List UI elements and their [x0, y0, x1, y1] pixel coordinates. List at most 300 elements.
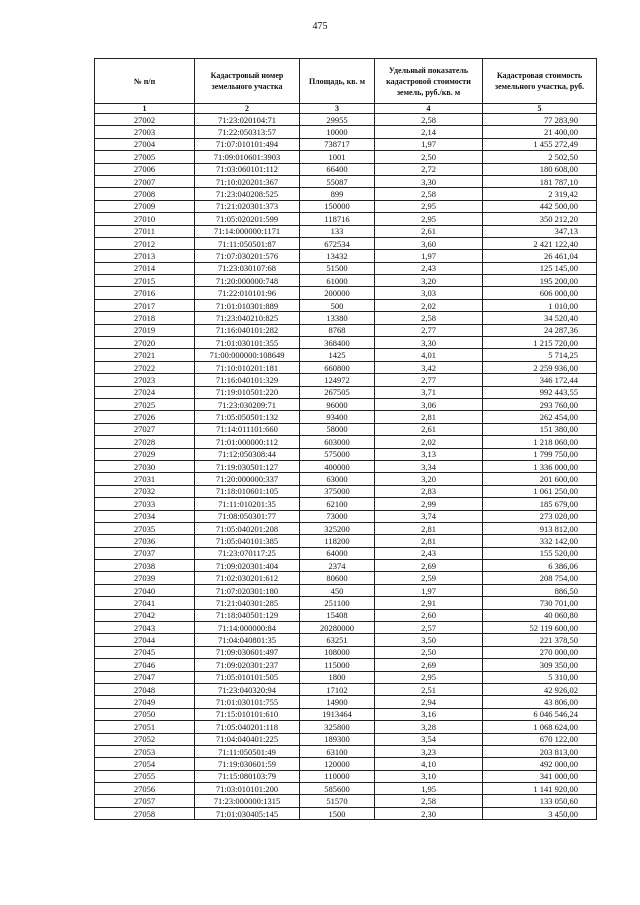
table-row: [95, 386, 597, 398]
cell-cadastral-value: 273 020,00: [483, 510, 597, 522]
table-row: [95, 683, 597, 695]
cell-row-number: 27033: [95, 498, 195, 510]
cell-cadastral-value: 309 350,00: [483, 659, 597, 671]
cell-row-number: 27008: [95, 188, 195, 200]
cell-cadastral-value: 442 500,00: [483, 200, 597, 212]
header-row-number: № п/п: [95, 59, 195, 104]
cell-cadastral-value: 1 068 624,00: [483, 721, 597, 733]
column-number: 2: [195, 104, 300, 114]
cell-cadastral-number: 71:00:000000:108649: [195, 349, 300, 361]
table-body: [95, 114, 597, 820]
cell-row-number: 27039: [95, 572, 195, 584]
cell-row-number: 27024: [95, 386, 195, 398]
cell-unit-value: 3,20: [375, 473, 483, 485]
table-row: [95, 262, 597, 274]
cell-unit-value: 2,77: [375, 324, 483, 336]
cell-cadastral-number: 71:14:000000:1171: [195, 225, 300, 237]
cell-cadastral-value: 208 754,00: [483, 572, 597, 584]
cell-row-number: 27056: [95, 783, 195, 795]
table-row: [95, 225, 597, 237]
cell-row-number: 27037: [95, 547, 195, 559]
cell-row-number: 27049: [95, 696, 195, 708]
cell-cadastral-number: 71:04:040401:225: [195, 733, 300, 745]
cell-cadastral-number: 71:07:020301:180: [195, 584, 300, 596]
cell-unit-value: 2,81: [375, 411, 483, 423]
cell-cadastral-number: 71:21:020301:373: [195, 200, 300, 212]
cell-area: 325800: [300, 721, 375, 733]
cell-unit-value: 2,50: [375, 151, 483, 163]
cell-row-number: 27055: [95, 770, 195, 782]
cell-unit-value: 4,01: [375, 349, 483, 361]
cell-cadastral-number: 71:23:040208:525: [195, 188, 300, 200]
table-row: [95, 411, 597, 423]
cell-unit-value: 1,95: [375, 783, 483, 795]
cell-area: 13380: [300, 312, 375, 324]
cell-area: 96000: [300, 398, 375, 410]
cell-cadastral-number: 71:05:050501:132: [195, 411, 300, 423]
table-row: [95, 560, 597, 572]
cell-cadastral-value: 3 450,00: [483, 807, 597, 819]
cell-area: 13432: [300, 250, 375, 262]
cell-row-number: 27009: [95, 200, 195, 212]
cell-area: 251100: [300, 597, 375, 609]
cell-cadastral-number: 71:01:030101:755: [195, 696, 300, 708]
cell-area: 118200: [300, 535, 375, 547]
table-row: [95, 138, 597, 150]
cell-cadastral-value: 346 172,44: [483, 374, 597, 386]
table-row: [95, 671, 597, 683]
cell-area: 603000: [300, 436, 375, 448]
cell-cadastral-number: 71:07:030201:576: [195, 250, 300, 262]
cell-unit-value: 3,30: [375, 175, 483, 187]
cell-cadastral-number: 71:23:030107:68: [195, 262, 300, 274]
cell-cadastral-value: 2 319,42: [483, 188, 597, 200]
table-row: [95, 299, 597, 311]
table-row: [95, 250, 597, 262]
table-row: [95, 758, 597, 770]
cell-unit-value: 2,99: [375, 498, 483, 510]
cell-cadastral-value: 332 142,00: [483, 535, 597, 547]
cell-area: 899: [300, 188, 375, 200]
cell-unit-value: 2,69: [375, 560, 483, 572]
cell-cadastral-number: 71:22:010101:96: [195, 287, 300, 299]
table-row: [95, 237, 597, 249]
cell-unit-value: 3,06: [375, 398, 483, 410]
cell-cadastral-value: 77 283,90: [483, 114, 597, 126]
cell-area: 63000: [300, 473, 375, 485]
cell-cadastral-number: 71:09:030601:497: [195, 646, 300, 658]
cell-area: 10000: [300, 126, 375, 138]
cell-row-number: 27002: [95, 114, 195, 126]
table-row: [95, 374, 597, 386]
cell-cadastral-value: 1 218 060,00: [483, 436, 597, 448]
cell-cadastral-value: 670 122,00: [483, 733, 597, 745]
cell-cadastral-number: 71:18:010601:105: [195, 485, 300, 497]
cell-row-number: 27038: [95, 560, 195, 572]
cell-area: 450: [300, 584, 375, 596]
table-row: [95, 510, 597, 522]
cell-row-number: 27005: [95, 151, 195, 163]
cell-row-number: 27047: [95, 671, 195, 683]
cell-cadastral-value: 34 520,40: [483, 312, 597, 324]
cell-cadastral-value: 1 799 750,00: [483, 448, 597, 460]
cell-row-number: 27036: [95, 535, 195, 547]
cell-row-number: 27032: [95, 485, 195, 497]
cell-area: 267505: [300, 386, 375, 398]
cell-cadastral-value: 5 714,25: [483, 349, 597, 361]
cell-unit-value: 2,59: [375, 572, 483, 584]
cell-unit-value: 2,51: [375, 683, 483, 695]
cell-row-number: 27052: [95, 733, 195, 745]
cell-cadastral-value: 6 386,06: [483, 560, 597, 572]
cell-area: 575000: [300, 448, 375, 460]
cell-area: 80600: [300, 572, 375, 584]
header-cadastral-value: Кадастровая стоимость земельного участка, руб.: [483, 59, 597, 104]
cell-cadastral-number: 71:10:010201:181: [195, 361, 300, 373]
table-row: [95, 275, 597, 287]
cell-cadastral-value: 133 050,60: [483, 795, 597, 807]
cell-cadastral-number: 71:19:030501:127: [195, 460, 300, 472]
cell-area: 368400: [300, 337, 375, 349]
cell-cadastral-value: 42 926,02: [483, 683, 597, 695]
cell-row-number: 27028: [95, 436, 195, 448]
table-row: [95, 733, 597, 745]
cell-cadastral-value: 1 336 000,00: [483, 460, 597, 472]
cell-unit-value: 2,61: [375, 423, 483, 435]
cell-cadastral-value: 181 787,10: [483, 175, 597, 187]
table-row: [95, 163, 597, 175]
cell-row-number: 27016: [95, 287, 195, 299]
cell-unit-value: 3,16: [375, 708, 483, 720]
header-cadastral-number: Кадастровый номер земельного участка: [195, 59, 300, 104]
cell-area: 2374: [300, 560, 375, 572]
cell-row-number: 27030: [95, 460, 195, 472]
cell-area: 58000: [300, 423, 375, 435]
cell-cadastral-value: 40 060,80: [483, 609, 597, 621]
cell-unit-value: 3,13: [375, 448, 483, 460]
cell-area: 120000: [300, 758, 375, 770]
cell-area: 585600: [300, 783, 375, 795]
cell-cadastral-number: 71:01:010301:889: [195, 299, 300, 311]
cell-cadastral-value: 1 455 272,49: [483, 138, 597, 150]
cell-cadastral-value: 2 502,50: [483, 151, 597, 163]
cell-row-number: 27042: [95, 609, 195, 621]
cell-cadastral-value: 201 600,00: [483, 473, 597, 485]
cell-cadastral-value: 347,13: [483, 225, 597, 237]
cell-row-number: 27004: [95, 138, 195, 150]
cell-row-number: 27007: [95, 175, 195, 187]
cell-unit-value: 2,91: [375, 597, 483, 609]
cell-cadastral-number: 71:07:010101:494: [195, 138, 300, 150]
cell-cadastral-value: 350 212,20: [483, 213, 597, 225]
cell-unit-value: 3,34: [375, 460, 483, 472]
cell-row-number: 27045: [95, 646, 195, 658]
land-cadastral-table: [94, 58, 597, 820]
cell-cadastral-number: 71:23:040210:825: [195, 312, 300, 324]
cell-cadastral-number: 71:20:000000:748: [195, 275, 300, 287]
cell-row-number: 27044: [95, 634, 195, 646]
cell-row-number: 27051: [95, 721, 195, 733]
cell-cadastral-number: 71:01:000000:112: [195, 436, 300, 448]
table-row: [95, 175, 597, 187]
cell-cadastral-value: 195 200,00: [483, 275, 597, 287]
cell-cadastral-value: 185 679,00: [483, 498, 597, 510]
cell-cadastral-value: 262 454,00: [483, 411, 597, 423]
cell-unit-value: 1,97: [375, 250, 483, 262]
cell-cadastral-value: 1 215 720,00: [483, 337, 597, 349]
table-row: [95, 114, 597, 126]
cell-area: 15408: [300, 609, 375, 621]
cell-area: 93400: [300, 411, 375, 423]
cell-cadastral-value: 1 010,00: [483, 299, 597, 311]
cell-cadastral-number: 71:09:010601:3903: [195, 151, 300, 163]
cell-unit-value: 2,94: [375, 696, 483, 708]
cell-unit-value: 3,71: [375, 386, 483, 398]
cell-area: 400000: [300, 460, 375, 472]
table-row: [95, 547, 597, 559]
cell-area: 124972: [300, 374, 375, 386]
cell-unit-value: 3,74: [375, 510, 483, 522]
column-number: 4: [375, 104, 483, 114]
cell-unit-value: 3,54: [375, 733, 483, 745]
table-row: [95, 498, 597, 510]
table-row: [95, 213, 597, 225]
cell-cadastral-value: 606 000,00: [483, 287, 597, 299]
table-row: [95, 473, 597, 485]
cell-cadastral-number: 71:20:000000:337: [195, 473, 300, 485]
cell-area: 63251: [300, 634, 375, 646]
table-row: [95, 622, 597, 634]
cell-unit-value: 2,60: [375, 609, 483, 621]
cell-row-number: 27022: [95, 361, 195, 373]
cell-cadastral-value: 52 119 600,00: [483, 622, 597, 634]
cell-area: 1800: [300, 671, 375, 683]
cell-row-number: 27017: [95, 299, 195, 311]
page-number: 475: [312, 21, 328, 32]
cell-cadastral-number: 71:05:040201:208: [195, 522, 300, 534]
cell-area: 738717: [300, 138, 375, 150]
table-row: [95, 745, 597, 757]
cell-area: 8768: [300, 324, 375, 336]
cell-cadastral-number: 71:16:040101:329: [195, 374, 300, 386]
cell-cadastral-number: 71:10:020201:367: [195, 175, 300, 187]
cell-cadastral-number: 71:09:020301:404: [195, 560, 300, 572]
cell-row-number: 27020: [95, 337, 195, 349]
cell-unit-value: 2,61: [375, 225, 483, 237]
cell-cadastral-number: 71:19:010501:220: [195, 386, 300, 398]
cell-unit-value: 1,97: [375, 584, 483, 596]
cell-cadastral-number: 71:23:030209:71: [195, 398, 300, 410]
cell-cadastral-value: 270 000,00: [483, 646, 597, 658]
table-row: [95, 708, 597, 720]
cell-area: 189300: [300, 733, 375, 745]
cell-unit-value: 2,69: [375, 659, 483, 671]
table-row: [95, 188, 597, 200]
cell-unit-value: 3,50: [375, 634, 483, 646]
cell-cadastral-value: 5 310,00: [483, 671, 597, 683]
cell-row-number: 27027: [95, 423, 195, 435]
table-row: [95, 696, 597, 708]
column-number: 1: [95, 104, 195, 114]
cell-row-number: 27021: [95, 349, 195, 361]
table-row: [95, 597, 597, 609]
cell-area: 61000: [300, 275, 375, 287]
cell-area: 51570: [300, 795, 375, 807]
cell-unit-value: 3,20: [375, 275, 483, 287]
cell-cadastral-number: 71:19:030601:59: [195, 758, 300, 770]
cell-area: 64000: [300, 547, 375, 559]
cell-row-number: 27006: [95, 163, 195, 175]
cell-cadastral-number: 71:09:020301:237: [195, 659, 300, 671]
cell-row-number: 27026: [95, 411, 195, 423]
cell-area: 1001: [300, 151, 375, 163]
cell-cadastral-value: 151 380,00: [483, 423, 597, 435]
cell-row-number: 27057: [95, 795, 195, 807]
cell-area: 672534: [300, 237, 375, 249]
table-row: [95, 337, 597, 349]
cell-unit-value: 2,57: [375, 622, 483, 634]
cell-unit-value: 4,10: [375, 758, 483, 770]
cell-cadastral-value: 26 461,04: [483, 250, 597, 262]
table-row: [95, 646, 597, 658]
cell-cadastral-number: 71:23:020104:71: [195, 114, 300, 126]
table-row: [95, 807, 597, 819]
table-row: [95, 324, 597, 336]
cell-cadastral-value: 341 000,00: [483, 770, 597, 782]
cell-cadastral-value: 43 806,00: [483, 696, 597, 708]
cell-row-number: 27029: [95, 448, 195, 460]
cell-cadastral-number: 71:23:070117:25: [195, 547, 300, 559]
cell-cadastral-number: 71:12:050308:44: [195, 448, 300, 460]
table-row: [95, 448, 597, 460]
cell-cadastral-value: 1 141 920,00: [483, 783, 597, 795]
cell-unit-value: 1,97: [375, 138, 483, 150]
cell-area: 108000: [300, 646, 375, 658]
table-row: [95, 609, 597, 621]
cell-area: 29955: [300, 114, 375, 126]
cell-area: 66400: [300, 163, 375, 175]
cell-cadastral-value: 2 421 122,40: [483, 237, 597, 249]
cell-cadastral-number: 71:21:040301:285: [195, 597, 300, 609]
cell-cadastral-number: 71:11:010201:35: [195, 498, 300, 510]
table-header-row: [95, 59, 597, 104]
cell-area: 118716: [300, 213, 375, 225]
cell-cadastral-value: 125 145,00: [483, 262, 597, 274]
cell-cadastral-value: 730 701,00: [483, 597, 597, 609]
column-number: 5: [483, 104, 597, 114]
cell-cadastral-number: 71:01:030101:355: [195, 337, 300, 349]
cell-cadastral-value: 203 813,00: [483, 745, 597, 757]
cell-unit-value: 2,81: [375, 535, 483, 547]
cell-unit-value: 3,03: [375, 287, 483, 299]
cell-row-number: 27046: [95, 659, 195, 671]
cell-row-number: 27019: [95, 324, 195, 336]
cell-cadastral-number: 71:16:040101:282: [195, 324, 300, 336]
cell-area: 55087: [300, 175, 375, 187]
cell-cadastral-number: 71:03:060101:112: [195, 163, 300, 175]
cell-area: 62100: [300, 498, 375, 510]
cell-cadastral-number: 71:11:050501:87: [195, 237, 300, 249]
table-row: [95, 423, 597, 435]
table-row: [95, 634, 597, 646]
cell-row-number: 27058: [95, 807, 195, 819]
table-row: [95, 312, 597, 324]
header-unit-value: Удельный показатель кадастровой стоимости земель, руб./кв. м: [375, 59, 483, 104]
cell-row-number: 27050: [95, 708, 195, 720]
table-row: [95, 200, 597, 212]
cell-area: 73000: [300, 510, 375, 522]
cell-area: 51500: [300, 262, 375, 274]
cell-area: 150000: [300, 200, 375, 212]
cell-row-number: 27012: [95, 237, 195, 249]
cell-unit-value: 2,95: [375, 200, 483, 212]
table-row: [95, 151, 597, 163]
cell-area: 17102: [300, 683, 375, 695]
cell-cadastral-number: 71:11:050501:49: [195, 745, 300, 757]
cell-unit-value: 2,50: [375, 646, 483, 658]
cell-row-number: 27010: [95, 213, 195, 225]
cell-row-number: 27014: [95, 262, 195, 274]
cell-row-number: 27018: [95, 312, 195, 324]
cell-cadastral-number: 71:03:010101:200: [195, 783, 300, 795]
cell-row-number: 27040: [95, 584, 195, 596]
cell-area: 375000: [300, 485, 375, 497]
table-row: [95, 522, 597, 534]
cell-unit-value: 3,30: [375, 337, 483, 349]
cell-unit-value: 2,14: [375, 126, 483, 138]
cell-area: 1913464: [300, 708, 375, 720]
table-row: [95, 659, 597, 671]
cell-unit-value: 2,81: [375, 522, 483, 534]
cell-cadastral-number: 71:15:080103:79: [195, 770, 300, 782]
cell-row-number: 27031: [95, 473, 195, 485]
cell-unit-value: 2,58: [375, 795, 483, 807]
cell-cadastral-value: 1 061 250,00: [483, 485, 597, 497]
table-row: [95, 361, 597, 373]
cell-cadastral-number: 71:15:010101:610: [195, 708, 300, 720]
cell-cadastral-value: 221 378,50: [483, 634, 597, 646]
cell-row-number: 27054: [95, 758, 195, 770]
cell-cadastral-value: 21 400,00: [483, 126, 597, 138]
cell-row-number: 27048: [95, 683, 195, 695]
table-row: [95, 783, 597, 795]
cell-area: 110000: [300, 770, 375, 782]
cell-unit-value: 3,60: [375, 237, 483, 249]
column-number-row: [95, 104, 597, 114]
table-row: [95, 485, 597, 497]
cell-unit-value: 2,58: [375, 188, 483, 200]
cell-cadastral-value: 2 259 936,00: [483, 361, 597, 373]
table-row: [95, 535, 597, 547]
cell-area: 660800: [300, 361, 375, 373]
cell-row-number: 27025: [95, 398, 195, 410]
cell-row-number: 27041: [95, 597, 195, 609]
cell-row-number: 27003: [95, 126, 195, 138]
cell-area: 14900: [300, 696, 375, 708]
cell-cadastral-value: 886,50: [483, 584, 597, 596]
cell-cadastral-number: 71:01:030405:145: [195, 807, 300, 819]
table-row: [95, 460, 597, 472]
cell-cadastral-number: 71:22:050313:57: [195, 126, 300, 138]
cell-unit-value: 2,58: [375, 312, 483, 324]
cell-row-number: 27043: [95, 622, 195, 634]
cell-area: 1500: [300, 807, 375, 819]
cell-unit-value: 3,10: [375, 770, 483, 782]
cell-cadastral-value: 992 443,55: [483, 386, 597, 398]
cell-unit-value: 2,77: [375, 374, 483, 386]
cell-unit-value: 2,58: [375, 114, 483, 126]
cell-cadastral-value: 913 812,00: [483, 522, 597, 534]
